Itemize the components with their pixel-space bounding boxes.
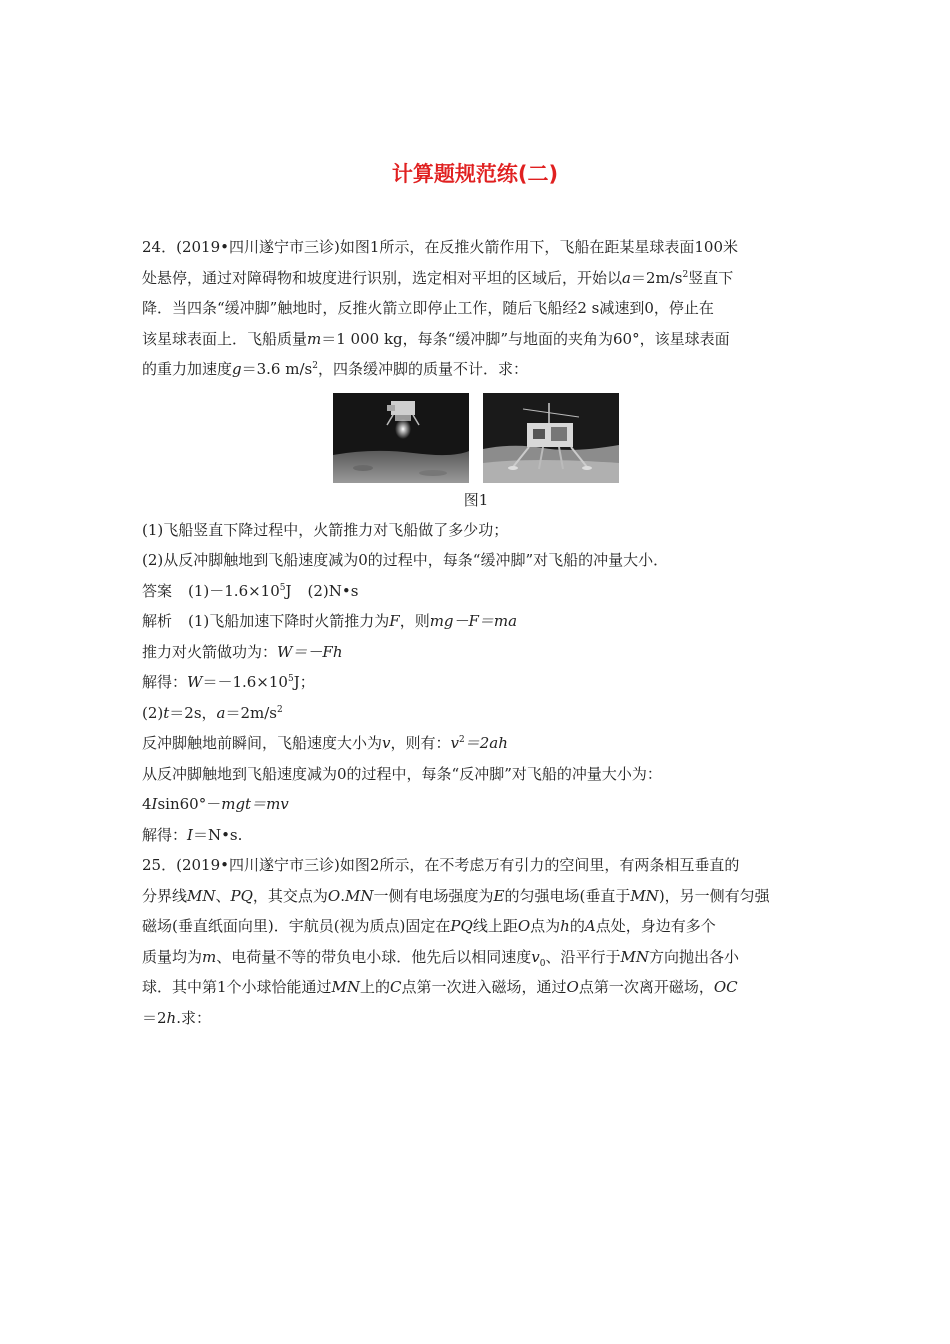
var-v: v [450, 734, 459, 752]
q25-line-6 [142, 1003, 810, 1034]
q24-l5-val: ＝3.6 m/s [241, 360, 313, 378]
q25-text: 点第一次离开磁场， [578, 978, 714, 996]
var-t: t [163, 703, 170, 722]
answer-line [142, 576, 810, 607]
answer-1: (1)－1.6×10 [188, 581, 280, 600]
q25-text: 线上距 [472, 917, 518, 935]
solution-line-3 [142, 667, 810, 698]
q25-text: 点处，身边有多个 [595, 917, 716, 935]
q24-l4-end: ＝1 000 kg，每条“缓冲脚”与地面的夹角为60°，该星球表面 [321, 329, 730, 348]
q25-text: )，另一侧有匀强 [658, 886, 770, 905]
var-h: h [560, 917, 570, 935]
sol7-coef: 4 [142, 795, 152, 813]
figure-caption: 图1 [463, 490, 489, 509]
var-O: O [566, 978, 579, 996]
q25-line-5 [142, 972, 810, 1003]
var-MN: MN [630, 886, 659, 905]
var-MN: MN [345, 886, 374, 905]
q25-text: 、电荷量不等的带负电小球．他先后以相同速度 [216, 947, 532, 966]
var-a: a [216, 703, 226, 722]
page-title: 计算题规范练(二) [391, 162, 559, 186]
var-I: I [187, 825, 193, 844]
q25-line-3 [142, 911, 810, 942]
sol2-text: 推力对火箭做功为： [142, 642, 278, 661]
q25-text: . [340, 886, 346, 905]
sol3-val: ＝－1.6×10 [202, 673, 288, 691]
var-g: g [232, 360, 242, 378]
q25-text: 的匀强电场(垂直于 [504, 886, 631, 905]
subscript: 0 [539, 958, 546, 969]
sol3-text: 解得： [142, 673, 188, 691]
q24-line-2 [142, 263, 810, 294]
var-v: v [382, 734, 391, 752]
sol4-num: (2) [142, 703, 164, 722]
q25-text: 质量均为 [142, 947, 203, 966]
solution-line-8 [142, 820, 810, 851]
q24-sub-2: (2)从反冲脚触地到飞船速度减为0的过程中，每条“缓冲脚”对飞船的冲量大小． [142, 551, 669, 569]
q25-text: 、 [215, 886, 231, 905]
q25-text: ，其交点为 [252, 886, 328, 905]
sol8-text: 解得： [142, 825, 188, 844]
lander-descent-photo [333, 393, 469, 483]
sol1-equation: mg－F＝ma [429, 612, 518, 630]
solution-label: 解析 [142, 612, 173, 630]
var-v: v [531, 947, 540, 966]
q25-line-1: 25．(2019•四川遂宁市三诊)如图2所示，在不考虑万有引力的空间里，有两条相互垂直的 [142, 856, 740, 874]
q25-text: 的 [569, 917, 585, 935]
q25-line-2 [142, 881, 810, 912]
lander-on-surface-photo [483, 393, 619, 483]
sol5-text: 反冲脚触地前瞬间，飞船速度大小为 [142, 734, 383, 752]
q24-sub-1: (1)飞船竖直下降过程中，火箭推力对飞船做了多少功； [142, 520, 509, 539]
var-MN: MN [187, 886, 216, 905]
var-PQ: PQ [230, 886, 253, 905]
exponent: 2 [682, 269, 689, 280]
sol1-text: (1)飞船加速下降时火箭推力为 [188, 612, 390, 630]
var-m: m [202, 947, 217, 966]
q25-text: 上的 [360, 978, 391, 996]
sol4-t-val: ＝2s， [169, 703, 217, 722]
q25-text: .求： [176, 1008, 211, 1027]
var-W: W [187, 673, 203, 691]
sol5-mid: ，则有： [390, 734, 451, 752]
sol4-a-val: ＝2m/s [225, 703, 278, 722]
var-A: A [584, 917, 596, 935]
sol3-end: J； [293, 673, 315, 691]
sol5-equation: ＝2ah [464, 734, 508, 752]
q24-line-5 [142, 354, 810, 385]
var-O: O [327, 886, 341, 905]
q25-text: 点为 [530, 917, 561, 935]
var-h: h [166, 1008, 177, 1027]
var-OC: OC [713, 978, 738, 996]
exponent: 2 [459, 735, 465, 745]
var-m: m [307, 329, 322, 348]
q24-line-3: 降．当四条“缓冲脚”触地时，反推火箭立即停止工作，随后飞船经2 s减速到0，停止在 [142, 299, 714, 317]
var-C: C [390, 978, 402, 996]
var-O: O [517, 917, 531, 935]
sol1-mid: ，则 [399, 612, 430, 630]
q25-text: 方向抛出各小 [648, 947, 739, 966]
document-body [142, 232, 810, 1033]
var-F: F [389, 612, 400, 630]
solution-line-7 [142, 789, 810, 820]
solution-line-6: 从反冲脚触地到飞船速度减为0的过程中，每条“反冲脚”对飞船的冲量大小为： [142, 764, 662, 783]
sol2-equation: W＝－Fh [277, 642, 343, 661]
q25-line-4 [142, 942, 810, 973]
figure-1 [142, 393, 810, 483]
var-MN: MN [331, 978, 361, 996]
var-a: a [622, 268, 631, 287]
var-I: I [151, 795, 158, 813]
sol8-end: ＝N•s. [192, 825, 243, 844]
q24-l2-end: 竖直下 [688, 268, 734, 287]
solution-line-5 [142, 728, 810, 759]
q24-l2-text: 处悬停，通过对障碍物和坡度进行识别，选定相对平坦的区域后，开始以 [142, 268, 623, 287]
solution-line-4 [142, 698, 810, 729]
q25-text: 、沿平行于 [545, 947, 621, 966]
q24-l2-val: ＝2m/s [630, 268, 683, 287]
q25-text: 球．其中第1个小球恰能通过 [142, 978, 332, 996]
q25-text: 点第一次进入磁场，通过 [401, 978, 567, 996]
var-MN: MN [620, 947, 649, 966]
exponent: 2 [312, 361, 318, 371]
exponent: 2 [277, 704, 283, 715]
q25-text: 一侧有电场强度为 [373, 886, 494, 905]
q24-l5-text: 的重力加速度 [142, 360, 233, 378]
solution-line-2 [142, 637, 810, 668]
sol7-equation: mgt＝mv [221, 795, 289, 813]
exponent: 5 [287, 674, 294, 684]
q25-text: 磁场(垂直纸面向里)．宇航员(视为质点)固定在 [142, 917, 451, 935]
q24-l5-end: ，四条缓冲脚的质量不计．求： [317, 360, 528, 378]
q25-text: 分界线 [142, 886, 188, 905]
answer-label: 答案 [142, 581, 173, 600]
var-E: E [493, 886, 505, 905]
q25-text: ＝2 [142, 1008, 167, 1027]
answer-2: (2)N•s [307, 581, 359, 600]
solution-line-1 [142, 606, 810, 637]
q24-l4-text: 该星球表面上．飞船质量 [142, 329, 308, 348]
var-PQ: PQ [450, 917, 473, 935]
answer-1-unit: J [285, 581, 292, 600]
exponent: 5 [279, 582, 286, 593]
q24-line-1: 24．(2019•四川遂宁市三诊)如图1所示，在反推火箭作用下，飞船在距某星球表面100米 [142, 238, 738, 256]
sol7-mid: sin60°－ [157, 795, 222, 813]
q24-line-4 [142, 324, 810, 355]
